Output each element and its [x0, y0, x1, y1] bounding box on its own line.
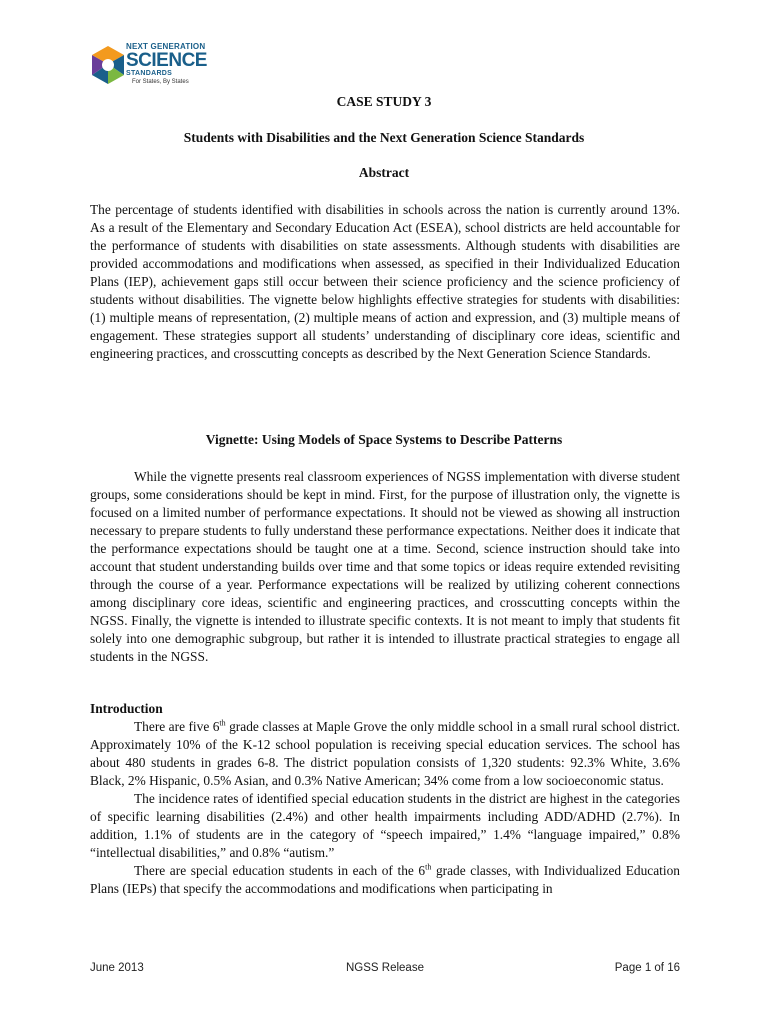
- document-title: Students with Disabilities and the Next Generation Science Standards: [183, 130, 585, 145]
- introduction-paragraph-1: There are five 6th grade classes at Maple Grove the only middle school in a small rural school district. Approximately 10% of the K-12 school population is receiving special education services. The school has about 480 students in grades 6-8. The district population consists of 1,320 students: 92.3% White, 3.6% Black, 2% Hispanic, 0.5% Asian, and 0.3% Native American; 34% come from a low socioeconomic status.: [90, 718, 681, 788]
- abstract-section: [90, 201, 680, 363]
- logo-tagline: For States, By States: [132, 79, 189, 85]
- introduction-section: [90, 700, 680, 898]
- footer-date: June 2013: [90, 962, 144, 974]
- logo-line-standards: STANDARDS: [126, 70, 173, 77]
- abstract-paragraph: The percentage of students identified with disabilities in schools across the nation is currently around 13%. As a result of the Elementary and Secondary Education Act (ESEA), school districts are held accountable for the performance of students with disabilities on state assessments. Although students with disabilities are provided accommodations and modifications when assessed, as specified in their Individualized Education Plans (IEP), achievement gaps still occur between their science proficiency and the science proficiency of students without disabilities. The vignette below highlights effective strategies for students with disabilities: (1) multiple means of representation, (2) multiple means of action and expression, and (3) multiple means of engagement. These strategies support all students’ understanding of disciplinary core ideas, scientific and engineering practices, and crosscutting concepts as described by the Next Generation Science Standards.: [90, 202, 680, 361]
- ngss-logo-icon: [90, 44, 126, 86]
- page-footer: [90, 962, 680, 978]
- vignette-paragraph: While the vignette presents real classroom experiences of NGSS implementation with diverse student groups, some considerations should be kept in mind. First, for the purpose of illustration only, the vignette is focused on a limited number of performance expectations. It should not be viewed as showing all instruction necessary to prepare students to fully understand these performance expectations. Neither does it indicate that the performance expectations should be taught one at a time. Second, science instruction should take into account that student understanding builds over time and that some topics or ideas require extended revisiting through the course of a year. Performance expectations will be realized by utilizing coherent connections among disciplinary core ideas, scientific and engineering practices, and crosscutting concepts within the NGSS. Finally, the vignette is intended to illustrate specific contexts. It is not meant to imply that students fit solely into one demographic subgroup, but rather it is intended to illustrate practical strategies to engage all students in the NGSS.: [90, 469, 680, 664]
- vignette-section: [90, 468, 680, 666]
- footer-page-number: Page 1 of 16: [614, 962, 680, 974]
- ngss-logo: [90, 40, 207, 96]
- introduction-heading: Introduction: [90, 701, 163, 716]
- introduction-paragraph-3: There are special education students in each of the 6th grade classes, with Individualized Education Plans (IEPs) that specify the accommodations and modifications when participating in: [90, 862, 680, 896]
- abstract-heading: Abstract: [358, 165, 410, 180]
- case-study-label: CASE STUDY 3: [336, 94, 432, 109]
- footer-release: NGSS Release: [346, 962, 424, 974]
- logo-line-science: SCIENCE: [126, 50, 207, 71]
- vignette-heading: Vignette: Using Models of Space Systems to Describe Patterns: [205, 432, 563, 447]
- introduction-paragraph-2: The incidence rates of identified special education students in the district are highest in the categories of specific learning disabilities (2.4%) and other health impairments including ADD/ADHD (2.7%). In addition, 1.1% of students are in the category of “speech impaired,” 1.4% “language impaired,” 0.8% “intellectual disabilities,” and 0.8% “autism.”: [90, 791, 680, 860]
- logo-line-next-generation: NEXT GENERATION: [126, 42, 206, 51]
